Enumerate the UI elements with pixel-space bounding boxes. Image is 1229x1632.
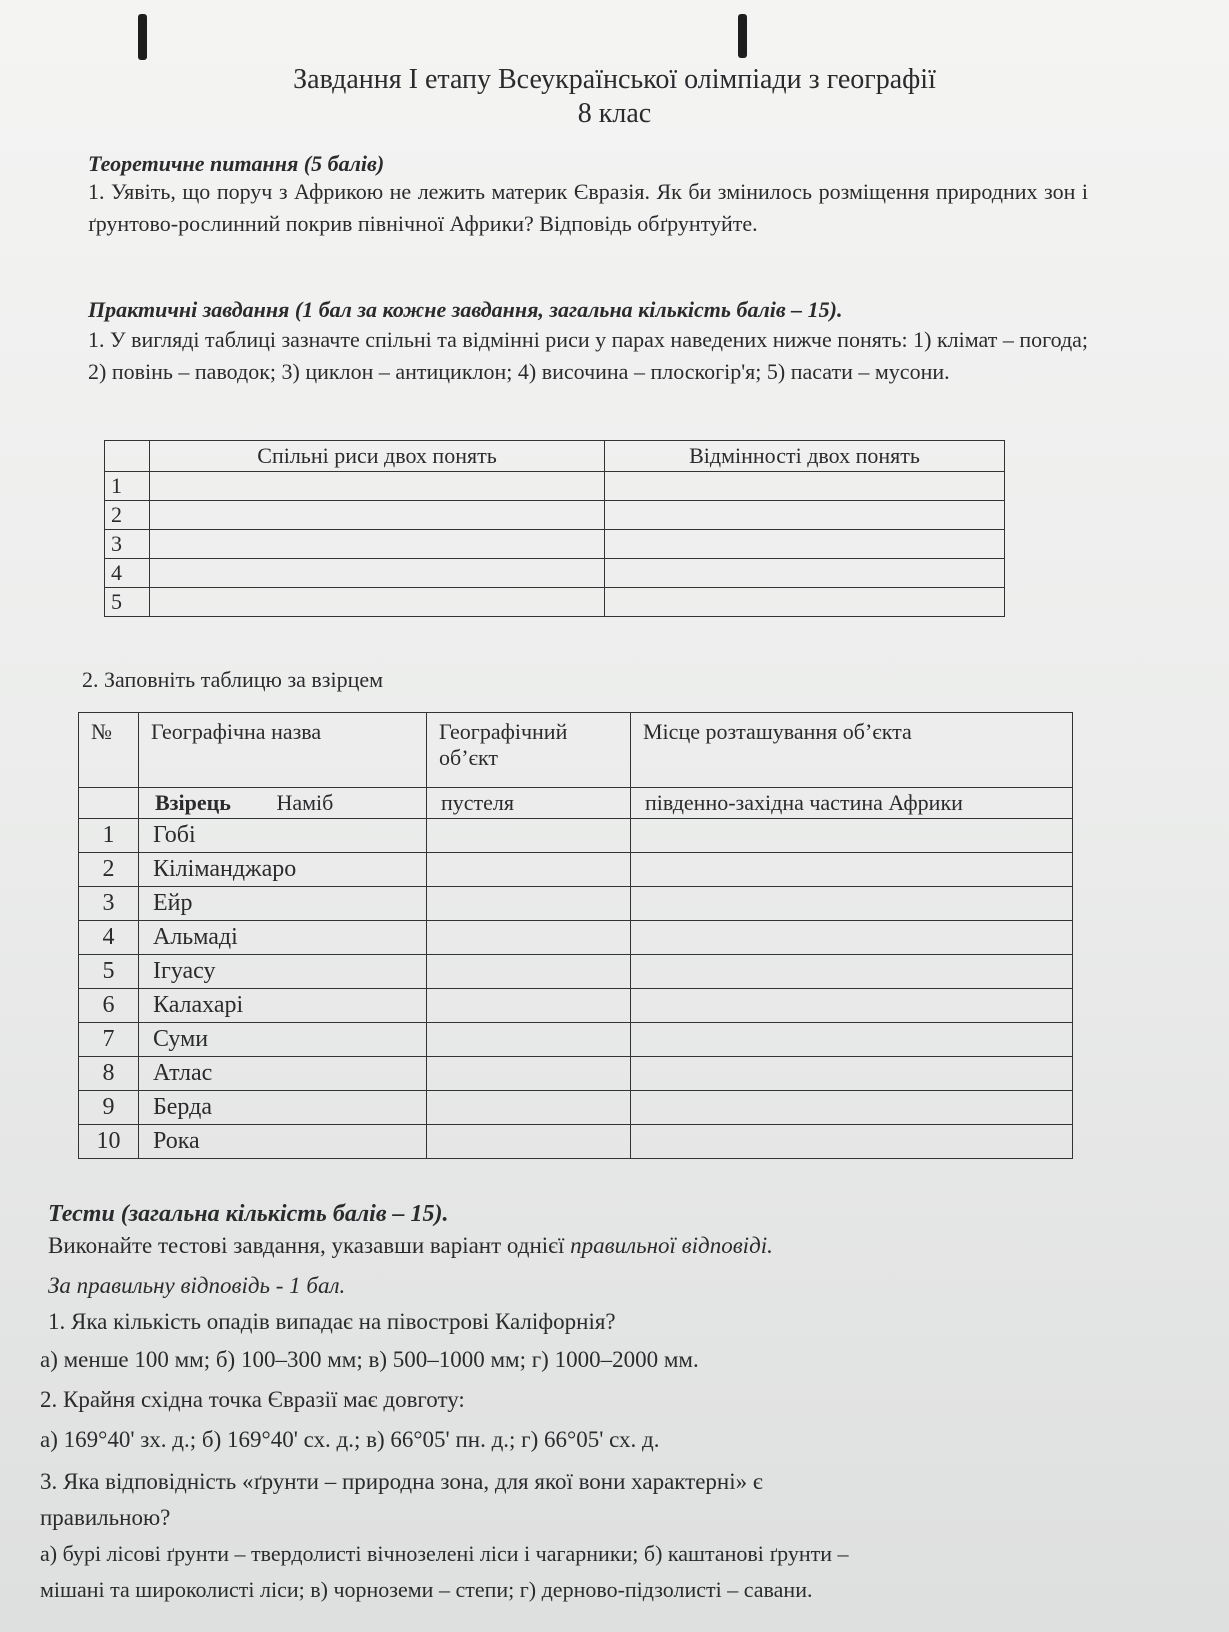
test-question-3-line-2: правильною?	[40, 1505, 171, 1530]
row-number: 3	[79, 887, 139, 921]
answer-cell[interactable]	[427, 1091, 631, 1125]
example-name-cell	[139, 788, 427, 819]
geo-name: Атлас	[139, 1057, 427, 1091]
table-row	[79, 887, 1073, 921]
answer-cell[interactable]	[427, 921, 631, 955]
answer-cell[interactable]	[605, 501, 1005, 530]
test-question-1: 1. Яка кількість опадів випадає на півострові Каліфорнія?	[48, 1309, 616, 1334]
answer-cell[interactable]	[631, 1023, 1073, 1057]
example-number-cell	[79, 788, 139, 819]
geo-name: Суми	[139, 1023, 427, 1057]
similarities-differences-table	[104, 440, 1005, 617]
title-line-1: Завдання І етапу Всеукраїнської олімпіади з географії	[293, 64, 936, 95]
header-common-features: Спільні риси двох понять	[150, 441, 605, 472]
geo-name: Ейр	[139, 887, 427, 921]
geo-name: Калахарі	[139, 989, 427, 1023]
example-location: південно-західна частина Африки	[631, 788, 1073, 819]
row-number: 4	[79, 921, 139, 955]
test-question-3-options-line-2: мішані та широколисті ліси; в) чорноземи – степи; г) дерново-підзолисті – савани.	[40, 1577, 813, 1602]
table-row	[79, 1057, 1073, 1091]
table-row	[79, 921, 1073, 955]
table-header-row	[79, 713, 1073, 788]
table-row	[79, 1023, 1073, 1057]
answer-cell[interactable]	[631, 853, 1073, 887]
geographic-names-table	[78, 712, 1073, 1159]
answer-cell[interactable]	[605, 588, 1005, 617]
answer-cell[interactable]	[427, 989, 631, 1023]
tests-instruction	[48, 1230, 1148, 1262]
example-row	[79, 788, 1073, 819]
title-line-2: 8 клас	[577, 98, 652, 129]
tests-heading: Тести (загальна кількість балів – 15).	[48, 1201, 449, 1227]
row-number: 9	[79, 1091, 139, 1125]
header-geo-object: Географічний об’єкт	[427, 713, 631, 788]
geo-name: Гобі	[139, 819, 427, 853]
table-row	[105, 530, 1005, 559]
test-question-2-options: а) 169°40' зх. д.; б) 169°40' сх. д.; в) 66°05' пн. д.; г) 66°05' сх. д.	[40, 1427, 660, 1452]
test-question-3-line-1: 3. Яка відповідність «ґрунти – природна зона, для якої вони характерні» є	[40, 1469, 763, 1494]
test-question-3-options-line-1: а) бурі лісові ґрунти – твердолисті вічнозелені ліси і чагарники; б) каштанові ґрунти –	[40, 1541, 849, 1566]
example-object: пустеля	[427, 788, 631, 819]
answer-cell[interactable]	[150, 530, 605, 559]
row-number: 5	[79, 955, 139, 989]
row-number: 2	[105, 501, 150, 530]
row-number: 1	[105, 472, 150, 501]
practical-task-2: 2. Заповніть таблицю за взірцем	[82, 667, 384, 692]
table-row	[79, 989, 1073, 1023]
answer-cell[interactable]	[631, 887, 1073, 921]
answer-cell[interactable]	[631, 1091, 1073, 1125]
table-row	[79, 819, 1073, 853]
answer-cell[interactable]	[631, 1057, 1073, 1091]
answer-cell[interactable]	[150, 501, 605, 530]
answer-cell[interactable]	[605, 530, 1005, 559]
practical-heading: Практичні завдання (1 бал за кожне завдання, загальна кількість балів – 15).	[88, 297, 843, 322]
table-row	[105, 501, 1005, 530]
header-location: Місце розташування об’єкта	[631, 713, 1073, 788]
answer-cell[interactable]	[631, 1125, 1073, 1159]
answer-cell[interactable]	[631, 955, 1073, 989]
example-name: Наміб	[276, 790, 334, 815]
geo-name: Альмаді	[139, 921, 427, 955]
punch-mark-left	[138, 14, 147, 60]
tests-scoring: За правильну відповідь - 1 бал.	[48, 1273, 346, 1298]
answer-cell[interactable]	[150, 559, 605, 588]
answer-cell[interactable]	[427, 819, 631, 853]
table-row	[105, 559, 1005, 588]
row-number: 2	[79, 853, 139, 887]
answer-cell[interactable]	[605, 472, 1005, 501]
answer-cell[interactable]	[427, 853, 631, 887]
row-number: 3	[105, 530, 150, 559]
header-empty-cell	[105, 441, 150, 472]
answer-cell[interactable]	[150, 588, 605, 617]
row-number: 8	[79, 1057, 139, 1091]
test-question-2: 2. Крайня східна точка Євразії має довготу:	[40, 1387, 465, 1412]
answer-cell[interactable]	[427, 1057, 631, 1091]
answer-cell[interactable]	[427, 1125, 631, 1159]
punch-mark-right	[738, 14, 747, 58]
answer-cell[interactable]	[631, 819, 1073, 853]
geo-name: Кіліманджаро	[139, 853, 427, 887]
answer-cell[interactable]	[631, 921, 1073, 955]
table-row	[79, 1091, 1073, 1125]
theory-heading: Теоретичне питання (5 балів)	[88, 151, 385, 176]
tests-instruction-text: Виконайте тестові завдання, указавши варіант однієї	[48, 1233, 571, 1258]
answer-cell[interactable]	[427, 1023, 631, 1057]
geo-name: Ігуасу	[139, 955, 427, 989]
practical-task-1: 1. У вигляді таблиці зазначте спільні та відмінні риси у парах наведених нижче понять: 1) клімат – погода; 2) повінь – паводок; 3) циклон – антициклон; 4) височина – плоскогір'я; 5) пасати – мусони.	[88, 327, 1089, 384]
table-row	[105, 472, 1005, 501]
table-row	[79, 853, 1073, 887]
table-header-row	[105, 441, 1005, 472]
answer-cell[interactable]	[427, 955, 631, 989]
header-geo-name: Географічна назва	[139, 713, 427, 788]
geo-name: Берда	[139, 1091, 427, 1125]
tests-instruction-emphasis: правильної відповіді.	[570, 1233, 773, 1258]
answer-cell[interactable]	[631, 989, 1073, 1023]
row-number: 10	[79, 1125, 139, 1159]
test-question-1-options: а) менше 100 мм; б) 100–300 мм; в) 500–1000 мм; г) 1000–2000 мм.	[40, 1347, 699, 1372]
answer-cell[interactable]	[427, 887, 631, 921]
geo-name: Рока	[139, 1125, 427, 1159]
table-row	[79, 955, 1073, 989]
example-label: Взірець	[155, 790, 231, 815]
row-number: 6	[79, 989, 139, 1023]
answer-cell[interactable]	[150, 472, 605, 501]
header-number: №	[79, 713, 139, 788]
row-number: 7	[79, 1023, 139, 1057]
row-number: 1	[79, 819, 139, 853]
table-row	[79, 1125, 1073, 1159]
header-differences: Відмінності двох понять	[605, 441, 1005, 472]
row-number: 4	[105, 559, 150, 588]
table-row	[105, 588, 1005, 617]
answer-cell[interactable]	[605, 559, 1005, 588]
row-number: 5	[105, 588, 150, 617]
theory-question-1: 1. Уявіть, що поруч з Африкою не лежить материк Євразія. Як би змінилось розміщення природних зон і ґрунтово-рослинний покрив північної Африки? Відповідь обґрунтуйте.	[88, 179, 1088, 236]
